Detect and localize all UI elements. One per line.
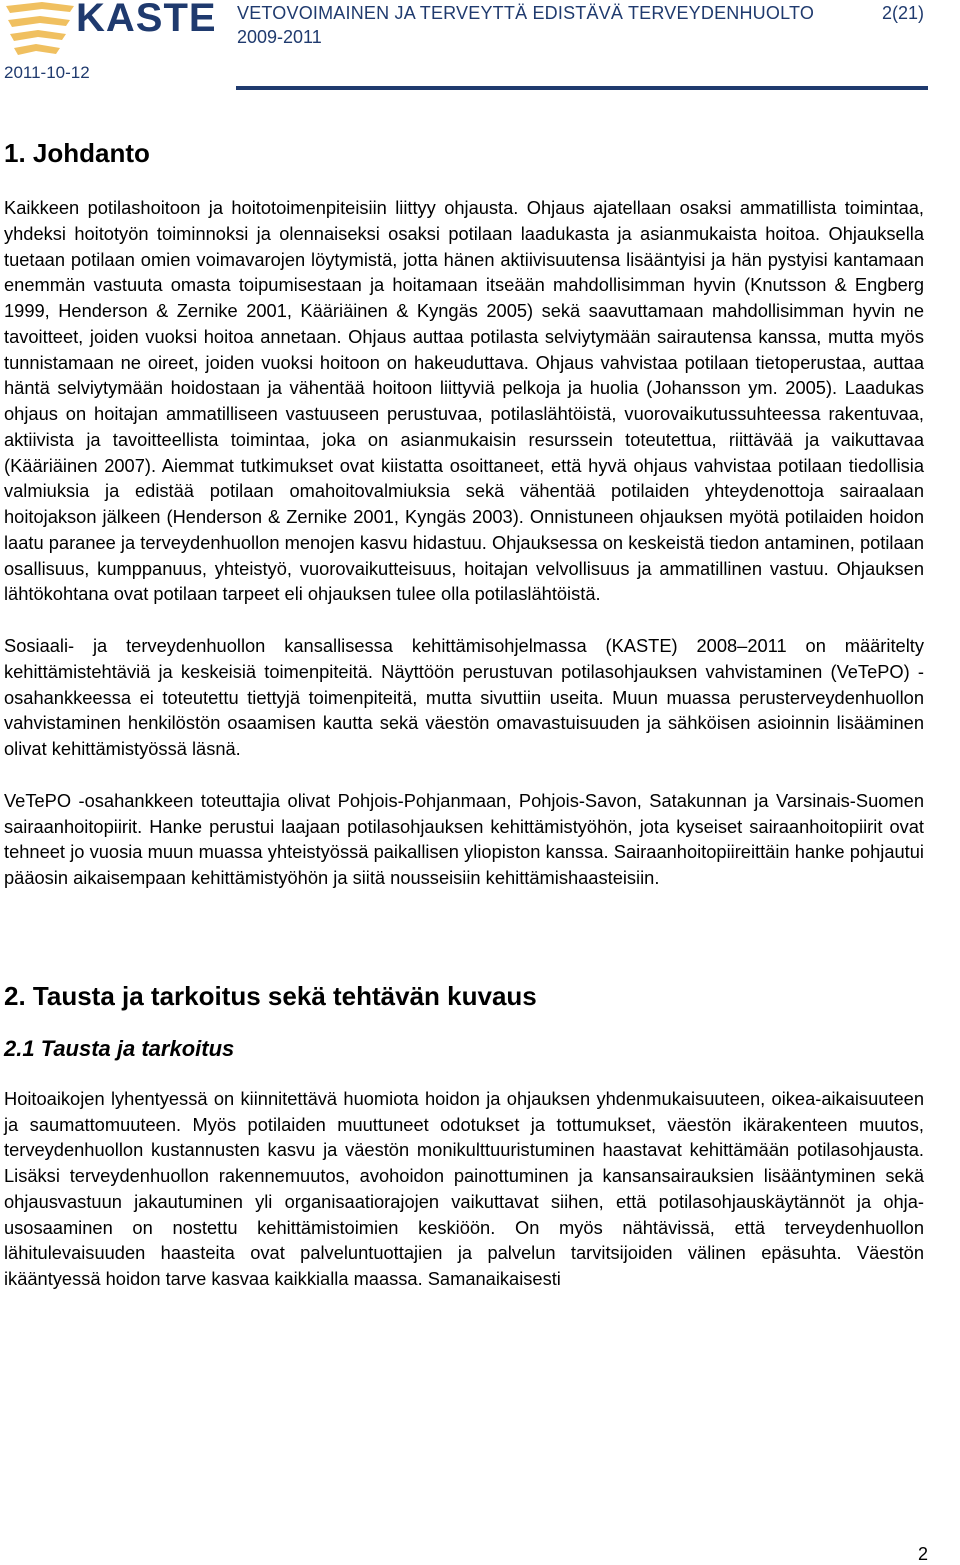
paragraph-background-1: Hoitoaikojen lyhentyessä on kiinnitettävä huomiota hoidon ja ohjauksen yhdenmukaisuuteen, oikea-aikaisuuteen ja saumattomuuteen. Myös potilaiden muuttuneet odotukset ja tottumukset, väestön ikärakenteen muutos, terveydenhuollon kustannusten kasvu ja väestön monikulttuuristuminen haastavat kehittämään potilasohjausta. Lisäksi terveydenhuollon rakennemuutos, avohoidon painottuminen ja kansansairauksien lisääntyminen sekä ohjausvastuun jakautuminen yli organisaatiorajojen vaikuttavat siihen, että potilasohjauskäytännöt ja ohjausosaaminen on nostettu kehittämistoimien keskiöön. On myös nähtävissä, että terveydenhuollon lähitulevaisuuden haasteita ovat palveluntuottajien ja palvelun tarvitsijoiden välinen epäsuhta. Väestön ikääntyessä hoidon tarve kasvaa kaikkialla maassa. Samanaikaisesti bbox=[4, 1087, 924, 1289]
document-date: 2011-10-12 bbox=[4, 63, 90, 82]
page-header bbox=[0, 0, 960, 92]
heading-introduction: 1. Johdanto bbox=[4, 138, 150, 168]
heading-background: 2. Tausta ja tarkoitus sekä tehtävän kuvaus bbox=[4, 980, 537, 1011]
header-rule bbox=[236, 86, 928, 90]
page-of-count: 2(21) bbox=[882, 3, 925, 23]
subheading-background: 2.1 Tausta ja tarkoitus bbox=[4, 1035, 235, 1061]
logo-text: KASTE bbox=[76, 0, 217, 40]
paragraph-intro-2: Sosiaali- ja terveydenhuollon kansallisessa kehittämisohjelmassa (KASTE) 2008–2011 on määritelty kehittämistehtäviä ja keskeisiä toimenpiteitä. Näyttöön perustuvan potilasohjauksen vahvistaminen (VeTePO) -osahankkeessa ei toteutettu tiettyjä toimenpiteitä, mutta sivuttiin useita. Muun muassa perusterveydenhuollon vahvistaminen henkilöstön osaamisen kautta sekä väestön omavastuisuuden ja sähköisen asioinnin lisääminen olivat kehittämistyössä läsnä. bbox=[4, 635, 924, 759]
document-body bbox=[4, 132, 924, 1292]
page-number: 2 bbox=[917, 1544, 928, 1564]
paragraph-intro-3: VeTePO -osahankkeen toteuttajia olivat Pohjois-Pohjanmaan, Pohjois-Savon, Satakunnan ja Varsinais-Suomen sairaanhoitopiirit. Hanke perustui laajaan potilasohjauksen kehittämistyöhön, jota kyseiset sairaanhoitopiirit ovat tehneet jo vuosia muun muassa yhteistyössä paikallisen yliopiston kanssa. Sairaanhoitopiireittäin hanke pohjautui pääosin aikaisempaan kehittämistyöhön ja siitä nousseisiin kehittämishaasteisiin. bbox=[4, 789, 924, 888]
document-title: VETOVOIMAINEN JA TERVEYTTÄ EDISTÄVÄ TERVEYDENHUOLTO bbox=[237, 3, 815, 23]
document-period: 2009-2011 bbox=[237, 27, 322, 47]
paragraph-intro-1: Kaikkeen potilashoitoon ja hoitotoimenpiteisiin liittyy ohjausta. Ohjaus ajatellaan osaksi ammatillista toimintaa, yhdeksi hoitotyön toiminnoksi ja olennaiseksi osaksi potilaan laadukasta ja asianmukaista hoitoa. Ohjauksella tuetaan potilaan omien voimavarojen löytymistä, jotta hänen aktiivisuutensa lisääntyisi ja hän pystyisi kantamaan enemmän vastuuta omasta toipumisestaan ja hoitamaan itseään mahdollisimman hyvin (Knutsson & Engberg 1999, Henderson & Zernike 2001, Kääriäinen & Kyngäs 2005) sekä saavuttamaan mahdollisimman hyvin ne tavoitteet, joiden vuoksi hoitoa annetaan. Ohjaus auttaa potilasta selviytymään sairautensa kanssa, mutta myös tunnistamaan ne oireet, joiden vuoksi hoitoon on hakeuduttava. Ohjaus vahvistaa potilaan tietoperustaa, auttaa häntä selviytymään hoidostaan ja vähentää hoitoon liittyviä pelkoja ja huolia (Johansson ym. 2005). Laadukas ohjaus on hoitajan ammatilliseen vastuuseen perustuvaa, potilaslähtöistä, vuorovaikutussuhteessa rakentuvaa, aktiivista ja tavoitteellista toimintaa, joka on asianmukaisin resurssein toteutettua, riittävää ja vaikuttavaa (Kääriäinen 2007). Aiemmat tutkimukset ovat kiistatta osoittaneet, että hyvä ohjaus vahvistaa potilaan tiedollisia valmiuksia ja edistää potilaan omahoitovalmiuksia sekä vähentää potilaiden yhteydenottoja sairaalaan hoitojakson jälkeen (Henderson & Zernike 2001, Kyngäs 2003). Onnistuneen ohjauksen myötä potilaiden hoidon laatu paranee ja terveydenhuollon menojen kasvu hidastuu. Ohjauksessa on keskeistä tiedon antaminen, potilaan osallisuus, kumppanuus, yhteistyö, vuorovaikutteisuus, hoitajan velvollisuus ja ammatillinen vastuu. Ohjauksen lähtökohtana ovat potilaan tarpeet eli ohjauksen tulee olla potilaslähtöistä. bbox=[4, 197, 924, 605]
